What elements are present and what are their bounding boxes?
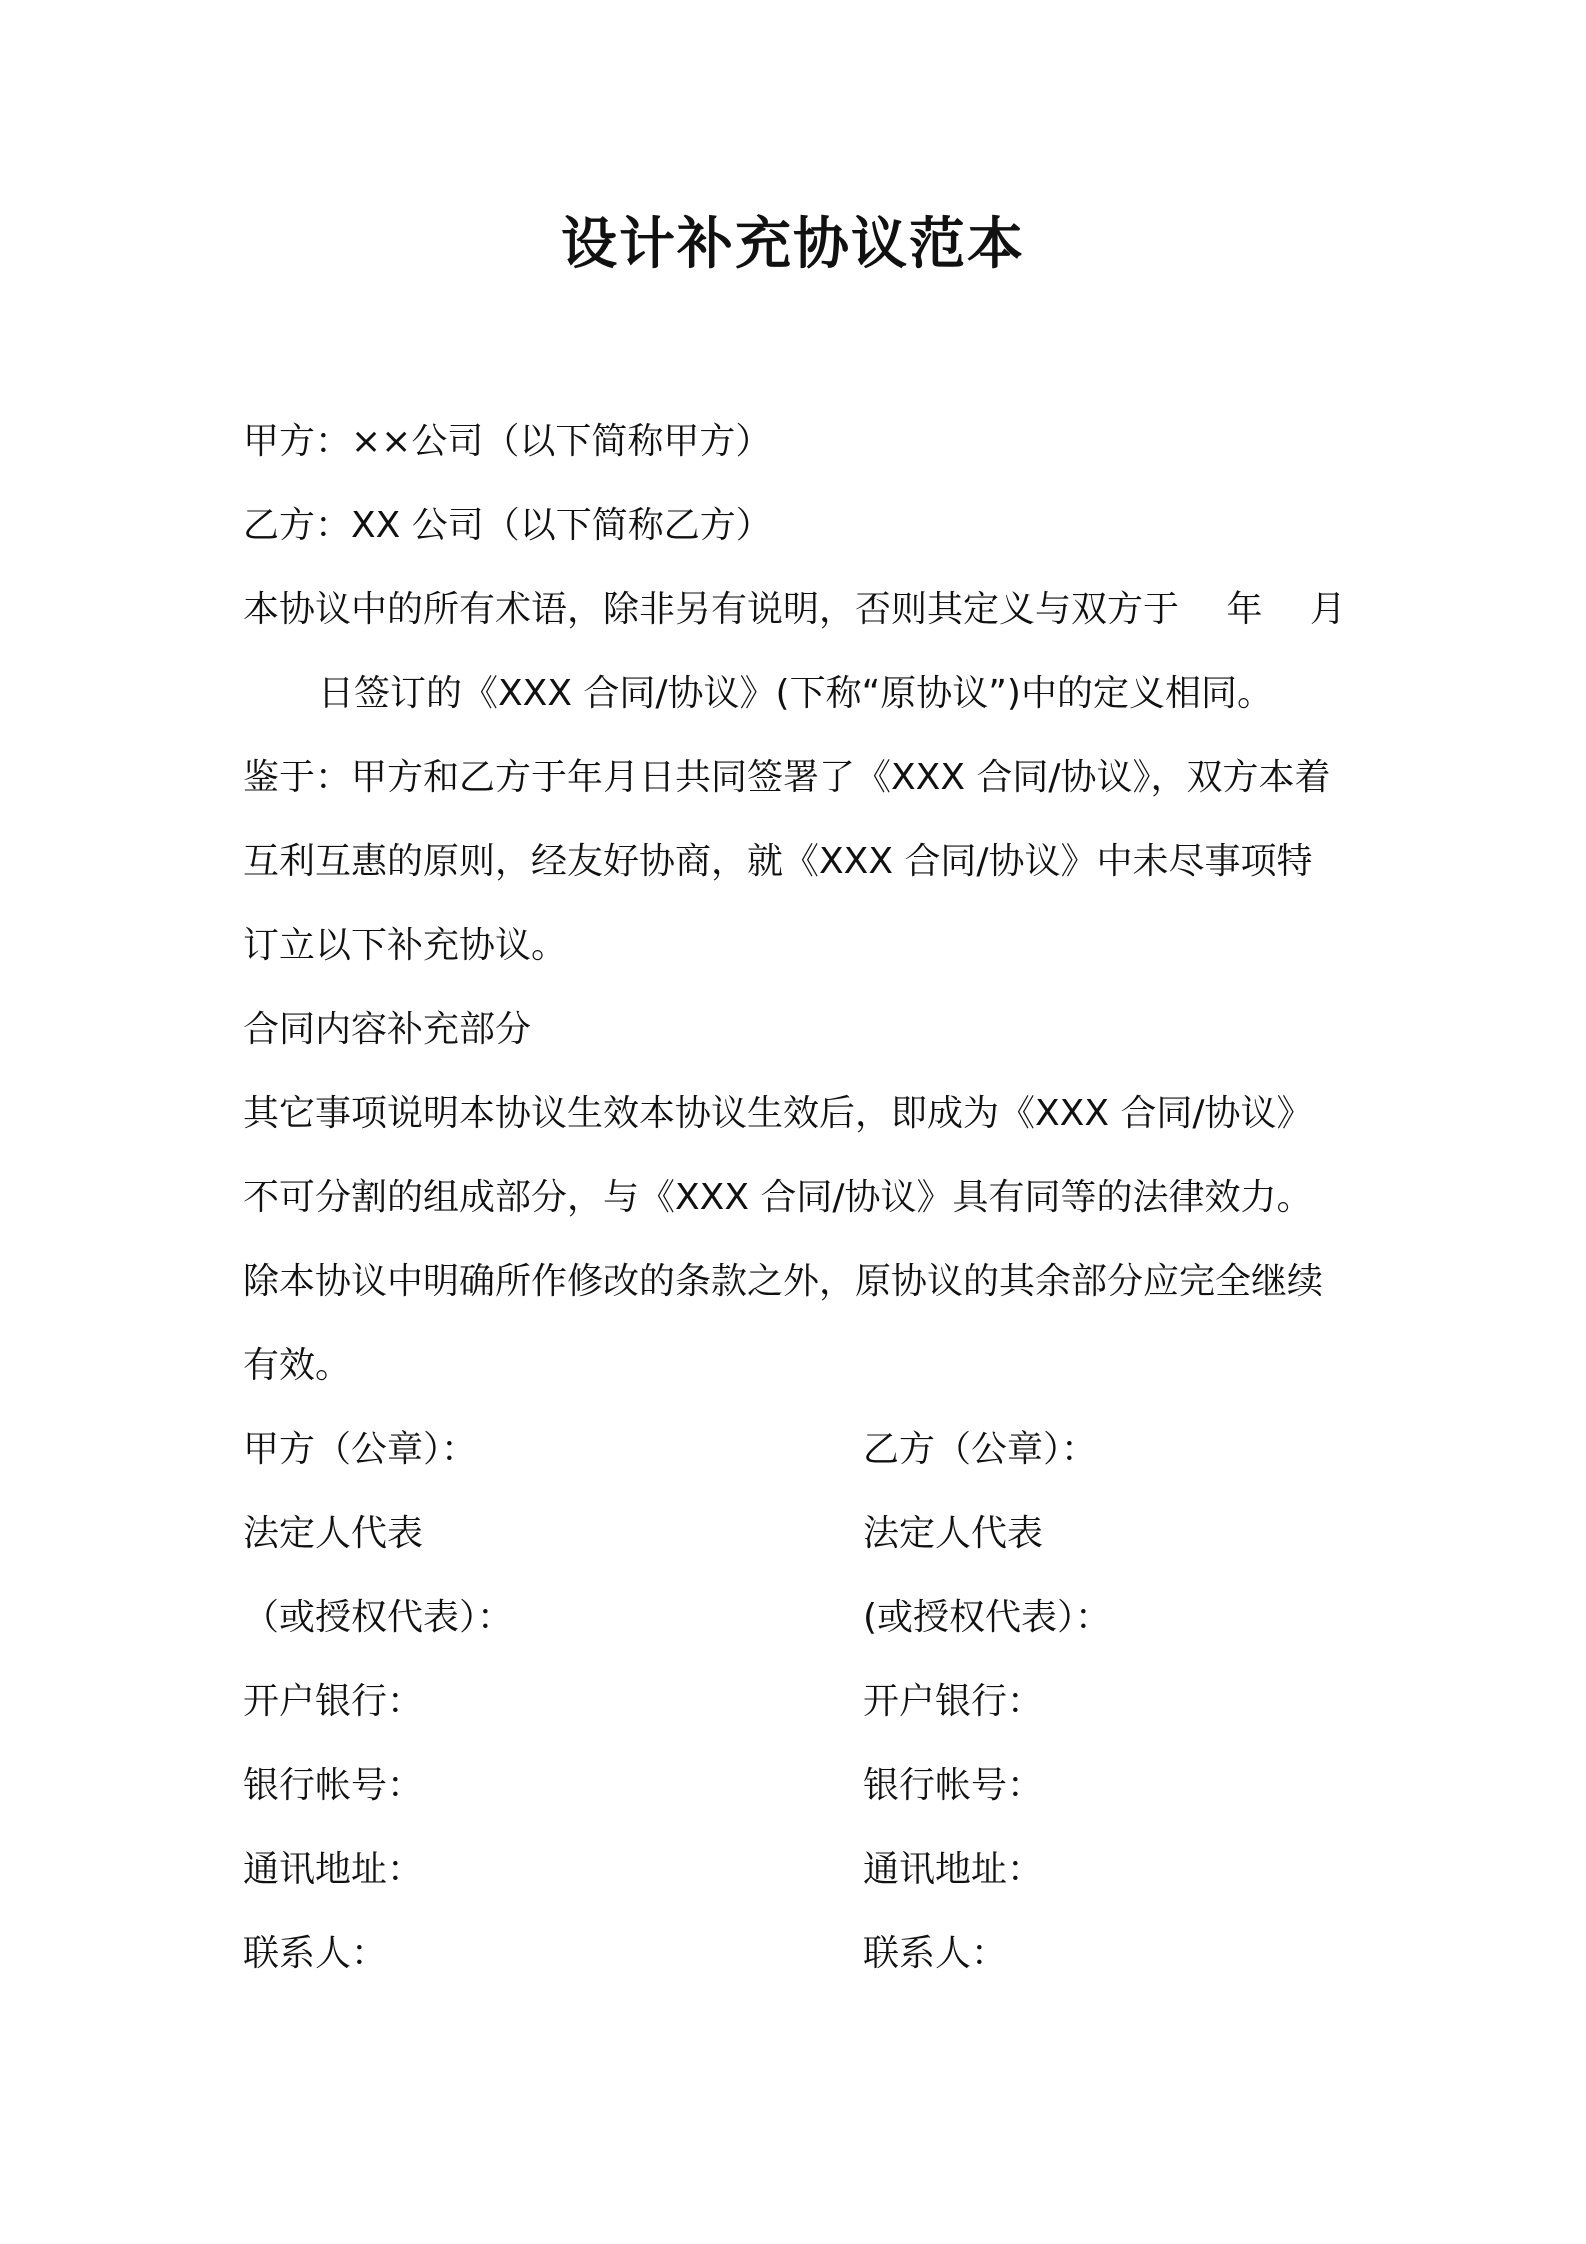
whereas-paragraph-line: 订立以下补充协议。 bbox=[243, 925, 568, 966]
party-b-line: 乙方：XX 公司（以下简称乙方） bbox=[243, 505, 772, 546]
section-heading: 合同内容补充部分 bbox=[243, 1009, 532, 1050]
signature-row-account bbox=[243, 1744, 1363, 1828]
party-b-authorized: (或授权代表）： bbox=[863, 1597, 1112, 1638]
signature-row-contact bbox=[243, 1912, 1363, 1996]
party-a-contact: 联系人： bbox=[243, 1933, 388, 1974]
signature-row-bank bbox=[243, 1660, 1363, 1744]
signature-block bbox=[243, 1408, 1363, 1996]
signature-row-legal-rep bbox=[243, 1492, 1363, 1576]
party-a-address: 通讯地址： bbox=[243, 1849, 424, 1890]
effect-paragraph-line: 其它事项说明本协议生效本协议生效后，即成为《XXX 合同/协议》 bbox=[243, 1093, 1313, 1134]
document-body bbox=[243, 400, 1363, 1996]
party-b-bank: 开户银行： bbox=[863, 1681, 1044, 1722]
validity-paragraph-line: 除本协议中明确所作修改的条款之外，原协议的其余部分应完全继续 bbox=[243, 1261, 1324, 1302]
party-a-legal-rep: 法定人代表 bbox=[243, 1513, 424, 1554]
party-a-seal: 甲方（公章）： bbox=[243, 1429, 478, 1470]
party-b-seal: 乙方（公章）： bbox=[863, 1429, 1098, 1470]
effect-paragraph-line: 不可分割的组成部分，与《XXX 合同/协议》具有同等的法律效力。 bbox=[243, 1177, 1313, 1218]
signature-row-seal bbox=[243, 1408, 1363, 1492]
party-b-account: 银行帐号： bbox=[863, 1765, 1044, 1806]
party-a-line: 甲方：××公司（以下简称甲方） bbox=[243, 421, 772, 462]
terms-paragraph-line: 日签订的《XXX 合同/协议》(下称“原协议”)中的定义相同。 bbox=[318, 673, 1273, 714]
party-b-contact: 联系人： bbox=[863, 1933, 1008, 1974]
party-a-authorized: （或授权代表）： bbox=[243, 1597, 514, 1638]
signature-row-address bbox=[243, 1828, 1363, 1912]
whereas-paragraph-line: 鉴于：甲方和乙方于年月日共同签署了《XXX 合同/协议》，双方本着 bbox=[243, 757, 1331, 798]
party-a-account: 银行帐号： bbox=[243, 1765, 424, 1806]
party-b-address: 通讯地址： bbox=[863, 1849, 1044, 1890]
terms-paragraph-line: 本协议中的所有术语，除非另有说明，否则其定义与双方于 年 月 bbox=[243, 589, 1346, 630]
document-title: 设计补充协议范本 bbox=[561, 212, 1025, 277]
party-b-legal-rep: 法定人代表 bbox=[863, 1513, 1044, 1554]
party-a-bank: 开户银行： bbox=[243, 1681, 424, 1722]
whereas-paragraph-line: 互利互惠的原则，经友好协商，就《XXX 合同/协议》中未尽事项特 bbox=[243, 841, 1313, 882]
validity-paragraph-line: 有效。 bbox=[243, 1345, 352, 1386]
signature-row-authorized bbox=[243, 1576, 1363, 1660]
